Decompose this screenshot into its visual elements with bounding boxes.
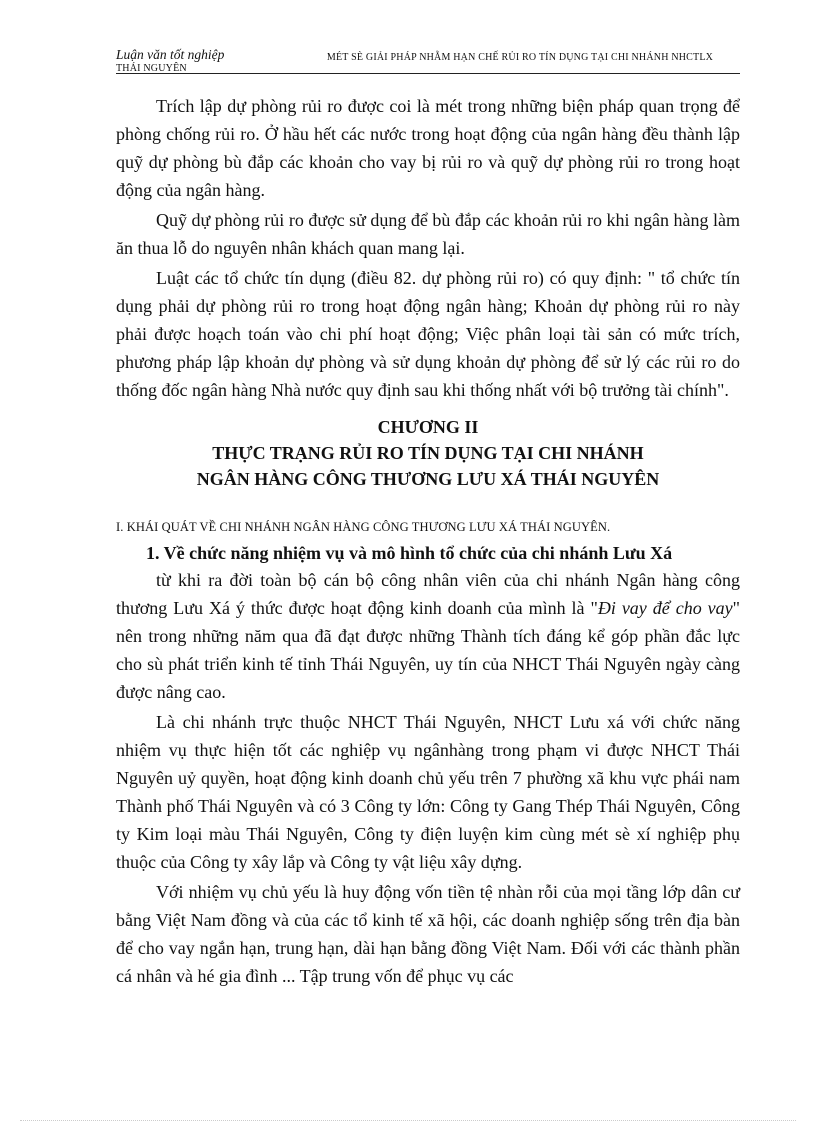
page-bottom-divider [20, 1120, 796, 1121]
chapter-heading [116, 414, 740, 492]
motto-text-after: " nên trong những năm qua đã đạt được những Thành tích đáng kể góp phần đắc lực cho sù phát triển kinh tế tỉnh Thái Nguyên, uy tín của NHCT Thái Nguyên ngày càng được nâng cao. [116, 598, 741, 702]
header-divider [116, 73, 740, 74]
paragraph-branch-role: Là chi nhánh trực thuộc NHCT Thái Nguyên, NHCT Lưu xá với chức năng nhiệm vụ thực hiện tốt các nghiệp vụ ngânhàng trong phạm vi được NHCT Thái Nguyên uỷ quyền, hoạt động kinh doanh chủ yếu trên 7 phường xã khu vực phái nam Thành phố Thái Nguyên và có 3 Công ty lớn: Công ty Gang Thép Thái Nguyên, Công ty Kim loại màu Thái Nguyên, Công ty điện luyện kim cùng mét sè xí nghiệp phụ thuộc của Công ty xây lắp và Công ty vật liệu xây dựng. [116, 712, 740, 872]
chapter-number: CHƯƠNG II [377, 417, 479, 437]
paragraph-provision-fund: Quỹ dự phòng rủi ro được sử dụng để bù đắp các khoản rủi ro khi ngân hàng làm ăn thua lỗ do nguyên nhân khách quan mang lại. [116, 210, 740, 258]
paragraph-credit-law: Luật các tổ chức tín dụng (điều 82. dự phòng rủi ro) có quy định: " tổ chức tín dụng phải dự phòng rủi ro trong hoạt động ngân hàng; Khoản dự phòng rủi ro này phải được hoạch toán vào chi phí hoạt động; Việc phân loại tài sản có mức trích, phương pháp lập khoản dự phòng và sử dụng khoản dự phòng để sử lý các rủi ro do thống đốc ngân hàng Nhà nước quy định sau khi thống nhất với bộ trưởng tài chính". [116, 268, 740, 400]
paragraph-branch-mission: Với nhiệm vụ chủ yếu là huy động vốn tiền tệ nhàn rỗi của mọi tầng lớp dân cư bằng Việt Nam đồng và của các tổ kinh tế xã hội, các doanh nghiệp sống trên địa bàn để cho vay ngắn hạn, trung hạn, dài hạn bằng đồng Việt Nam. Đối với các thành phần cá nhân và hé gia đình ... Tập trung vốn để phục vụ các [116, 882, 740, 986]
paragraph-motto [116, 566, 740, 706]
header-location: THÁI NGUYÊN [116, 63, 187, 74]
chapter-title-line1: THỰC TRẠNG RỦI RO TÍN DỤNG TẠI CHI NHÁNH [212, 443, 644, 463]
document-body [116, 92, 740, 990]
motto-italic: Đi vay để cho vay [597, 598, 733, 618]
header-document-title: MÉT SÈ GIẢI PHÁP NHẰM HẠN CHẾ RỦI RO TÍN DỤNG TẠI CHI NHÁNH NHCTLX [326, 52, 714, 63]
section-heading: I. KHÁI QUÁT VỀ CHI NHÁNH NGÂN HÀNG CÔNG THƯƠNG LƯU XÁ THÁI NGUYÊN. [116, 520, 611, 534]
header-left [116, 48, 224, 76]
paragraph-provision-intro: Trích lập dự phòng rủi ro được coi là mét trong những biện pháp quan trọng để phòng chống rủi ro. Ở hầu hết các nước trong hoạt động của ngân hàng đều thành lập quỹ dự phòng bù đắp các khoản cho vay bị rủi ro và quỹ dự phòng rủi ro trong hoạt động của ngân hàng. [116, 96, 740, 200]
chapter-title-line2: NGÂN HÀNG CÔNG THƯƠNG LƯU XÁ THÁI NGUYÊN [196, 469, 660, 489]
subsection-heading: 1. Về chức năng nhiệm vụ và mô hình tổ chức của chi nhánh Lưu Xá [146, 543, 673, 563]
header-thesis-title: Luận văn tốt nghiệp [116, 47, 225, 62]
motto-text-before: từ khi ra đời toàn bộ cán bộ công nhân viên của chi nhánh Ngân hàng công thương Lưu Xá ý thức được hoạt động kinh doanh của mình là " [116, 570, 740, 618]
